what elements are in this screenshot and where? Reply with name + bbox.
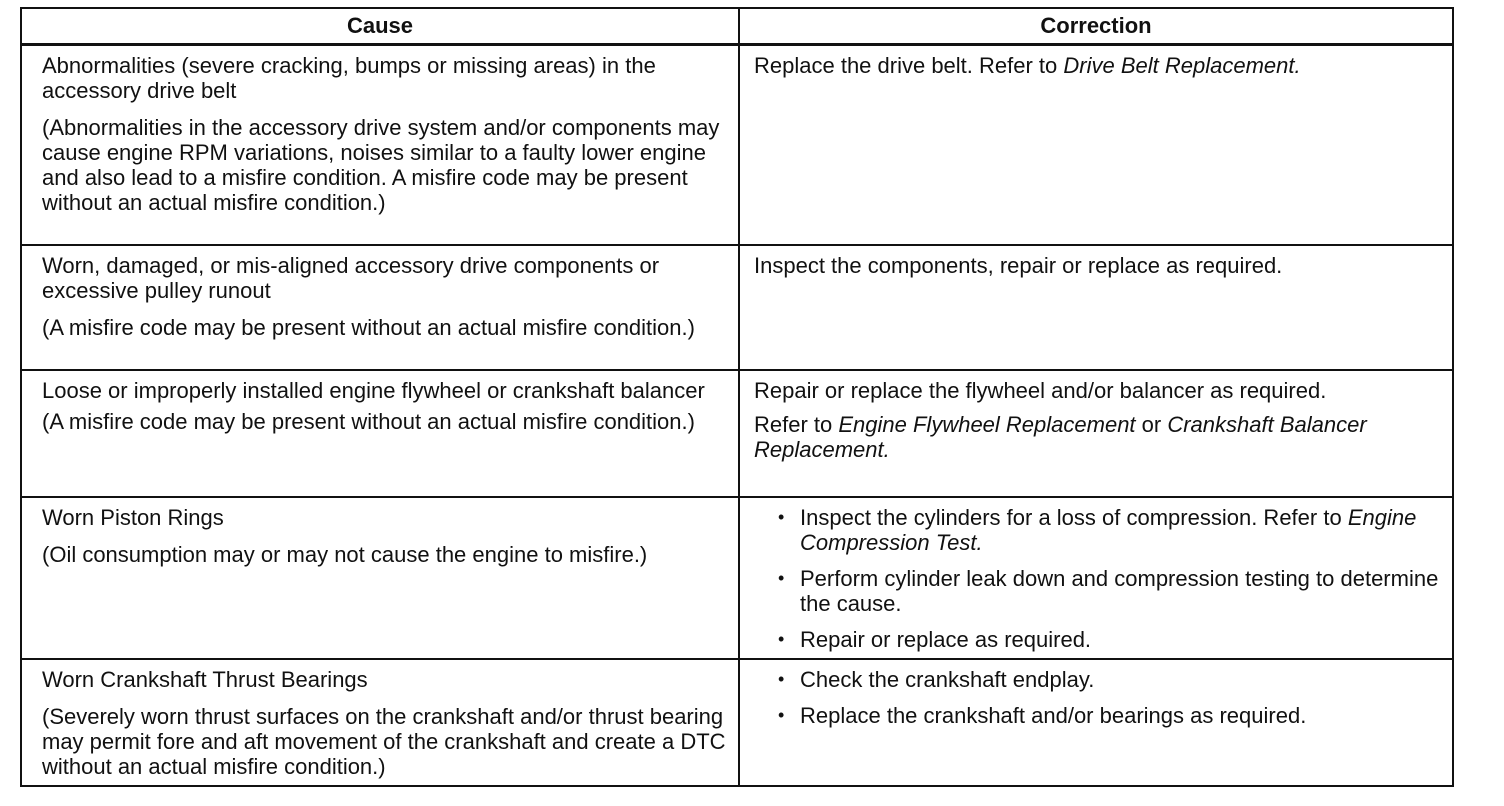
- bullet-icon: •: [778, 628, 785, 649]
- cause-note: (Severely worn thrust surfaces on the crankshaft and/or thrust bearing may permit fore and aft movement of the crankshaft and create a DTC without an actual misfire condition.): [42, 703, 726, 779]
- correction-cell: [739, 245, 1453, 370]
- correction-text: Repair or replace the flywheel and/or balancer as required.: [754, 377, 1327, 403]
- correction-text: Inspect the components, repair or replace as required.: [754, 252, 1283, 278]
- header-row: [21, 8, 1453, 45]
- bullet-text: Repair or replace as required.: [800, 626, 1092, 652]
- table-row: [21, 370, 1453, 497]
- bullet-text: Check the crankshaft endplay.: [800, 666, 1095, 692]
- correction-reference: Crankshaft Balancer Replacement.: [754, 411, 1367, 462]
- cause-note: (A misfire code may be present without an actual misfire condition.): [42, 408, 695, 434]
- correction-header: Correction: [739, 8, 1453, 45]
- cause-cell: [21, 370, 739, 497]
- bullet-text: Inspect the cylinders for a loss of compression. Refer to: [800, 504, 1348, 530]
- refer-prefix: Refer to: [754, 411, 839, 437]
- list-item: [774, 505, 1446, 555]
- correction-reference: Drive Belt Replacement.: [1063, 53, 1301, 78]
- correction-cell: [739, 659, 1453, 786]
- table-row: [21, 45, 1453, 245]
- cause-note: (Abnormalities in the accessory drive system and/or components may cause engine RPM variations, noises similar to a faulty lower engine and also lead to a misfire condition. A misfire code may be present without an actual misfire condition.): [42, 115, 720, 215]
- bullet-icon: •: [778, 567, 785, 588]
- cause-header: Cause: [21, 8, 739, 45]
- correction-cell: [739, 370, 1453, 497]
- correction-list: [754, 667, 1446, 728]
- correction-reference: Engine Flywheel Replacement: [838, 411, 1136, 437]
- cause-main: Loose or improperly installed engine flywheel or crankshaft balancer: [42, 377, 705, 403]
- cause-main: Worn, damaged, or mis-aligned accessory drive components or excessive pulley runout: [42, 252, 660, 303]
- bullet-text: Replace the crankshaft and/or bearings as required.: [800, 702, 1307, 728]
- list-item: [774, 566, 1446, 616]
- correction-refer: [754, 412, 1446, 462]
- diagnostic-table: [20, 7, 1454, 787]
- list-item: [774, 703, 1446, 728]
- refer-or: or: [1135, 411, 1168, 437]
- correction-plain: Replace the drive belt. Refer to: [754, 53, 1064, 78]
- cause-main: Worn Piston Rings: [42, 504, 224, 530]
- correction-cell: [739, 45, 1453, 245]
- cause-main: Abnormalities (severe cracking, bumps or missing areas) in the accessory drive belt: [42, 53, 656, 103]
- table-row: [21, 245, 1453, 370]
- cause-cell: [21, 497, 739, 659]
- correction-cell: [739, 497, 1453, 659]
- cause-cell: [21, 659, 739, 786]
- cause-cell: [21, 245, 739, 370]
- table-row: [21, 497, 1453, 659]
- correction-reference: Engine Compression Test.: [800, 504, 1417, 555]
- table-row: [21, 659, 1453, 786]
- cause-cell: [21, 45, 739, 245]
- cause-main: Worn Crankshaft Thrust Bearings: [42, 666, 368, 692]
- correction-list: [754, 505, 1446, 652]
- bullet-text: Perform cylinder leak down and compression testing to determine the cause.: [800, 565, 1439, 616]
- correction-text: [754, 53, 1446, 78]
- bullet-icon: •: [778, 506, 785, 527]
- cause-note: (A misfire code may be present without an actual misfire condition.): [42, 314, 695, 340]
- bullet-icon: •: [778, 704, 785, 725]
- bullet-icon: •: [778, 668, 785, 689]
- list-item: [774, 627, 1446, 652]
- list-item: [774, 667, 1446, 692]
- cause-note: (Oil consumption may or may not cause the engine to misfire.): [42, 541, 648, 567]
